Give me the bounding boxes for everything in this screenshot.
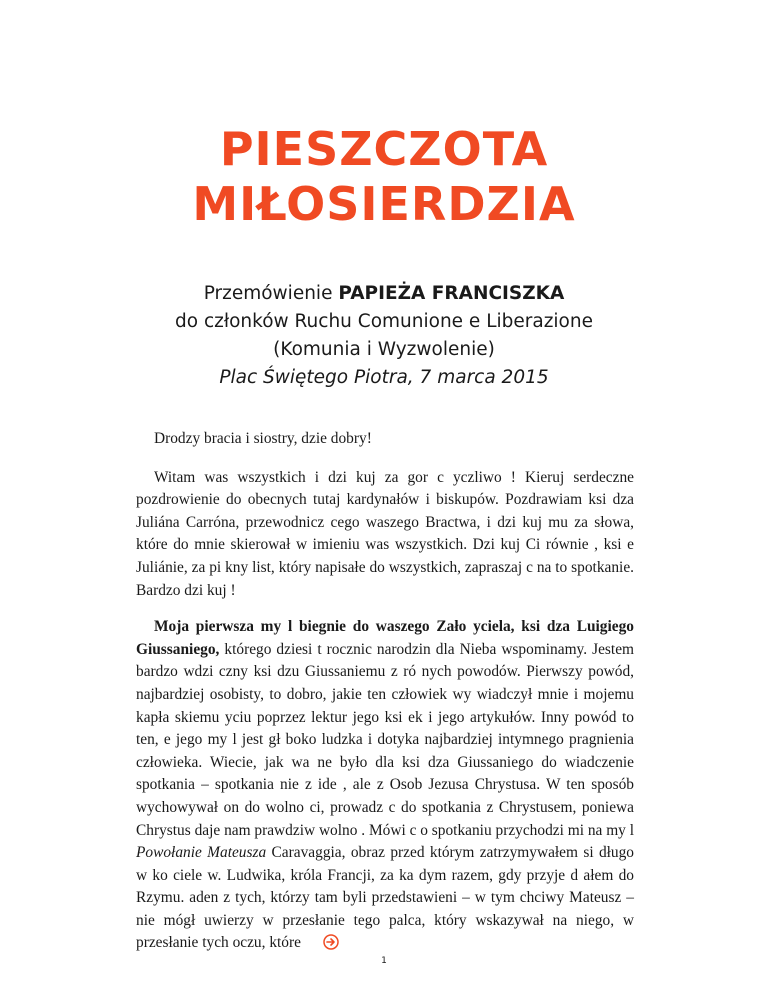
paragraph-founder-lead: Moja pierwsza my l biegnie do waszego Zało yciela, ksi dza Luigiego Giussaniego, — [136, 618, 634, 658]
paragraph-founder-text-1: którego dziesi t rocznic narodzin dla Nieba wspominamy. Jestem bardzo wdzi czny ksi dzu Giussaniemu z ró nych powodów. Pierwszy powód, najbardziej osobisty, to dobro, jakie ten człowiek wy wiadczył mnie i mojemu kapła skiemu yciu poprzez lektur jego ksi ek i jego artykułów. Inny powód to ten, e jego my l jest gł boko ludzka i dotyka najbardziej intymnego pragnienia człowieka. Wiecie, jak wa ne było dla ksi dza Giussaniego do wiadczenie spotkania – spotkania nie z ide , ale z Osob Jezusa Chrystusa. W ten sposób wychowywał on do wolno ci, prowadz c do spotkania z Chrystusem, poniewa Chrystus daje nam prawdziw wolno . Mówi c o spotkaniu przychodzi mi na my l — [136, 640, 634, 839]
subtitle-author: PAPIEŻA FRANCISZKA — [338, 283, 565, 304]
subtitle-prefix: Przemówienie — [203, 283, 339, 304]
painting-title: Powołanie Mateusza — [136, 844, 267, 862]
greeting-paragraph: Drodzy bracia i siostry, dzie dobry! — [154, 430, 372, 447]
subtitle-line-3: (Komunia i Wyzwolenie) — [273, 339, 495, 360]
body-text — [136, 428, 634, 972]
arrow-right-circle-icon[interactable] — [305, 934, 339, 958]
subtitle-line-1 — [0, 280, 768, 308]
page-title — [0, 122, 768, 232]
paragraph-founder — [136, 616, 634, 958]
paragraph-welcome: Witam was wszystkich i dzi kuj za gor c yczliwo ! Kieruj serdeczne pozdrowienie do obecnych tutaj kardynałów i biskupów. Pozdrawiam ksi dza Juliána Carróna, przewodnicz cego waszego Bractwa, i dzi kuj mu za słowa, które do mnie skierował w imieniu was wszystkich. Dzi kuj Ci równie , ksi e Juliánie, za pi kny list, który napisałe do wszystkich, zapraszaj c na to spotkanie. Bardzo dzi kuj ! — [136, 468, 634, 599]
subtitle-line-2: do członków Ruchu Comunione e Liberazione — [175, 311, 593, 332]
page-number: 1 — [381, 956, 387, 966]
subtitle-block — [0, 280, 768, 392]
subtitle-line-4: Plac Świętego Piotra, 7 marca 2015 — [219, 367, 549, 388]
title-line-2: MIŁOSIERDZIA — [192, 177, 576, 231]
paragraph-founder-text-2: Caravaggia, obraz przed którym zatrzymywałem si długo w ko ciele w. Ludwika, króla Francji, za ka dym razem, gdy przyje d ałem do Rzymu. aden z tych, którzy tam byli przedstawieni – w tym chciwy Mateusz – nie mógł uwierzy w przesłanie tego palca, który wskazywał na niego, w przesłanie tych oczu, które — [136, 844, 635, 952]
title-line-1: PIESZCZOTA — [219, 122, 549, 176]
